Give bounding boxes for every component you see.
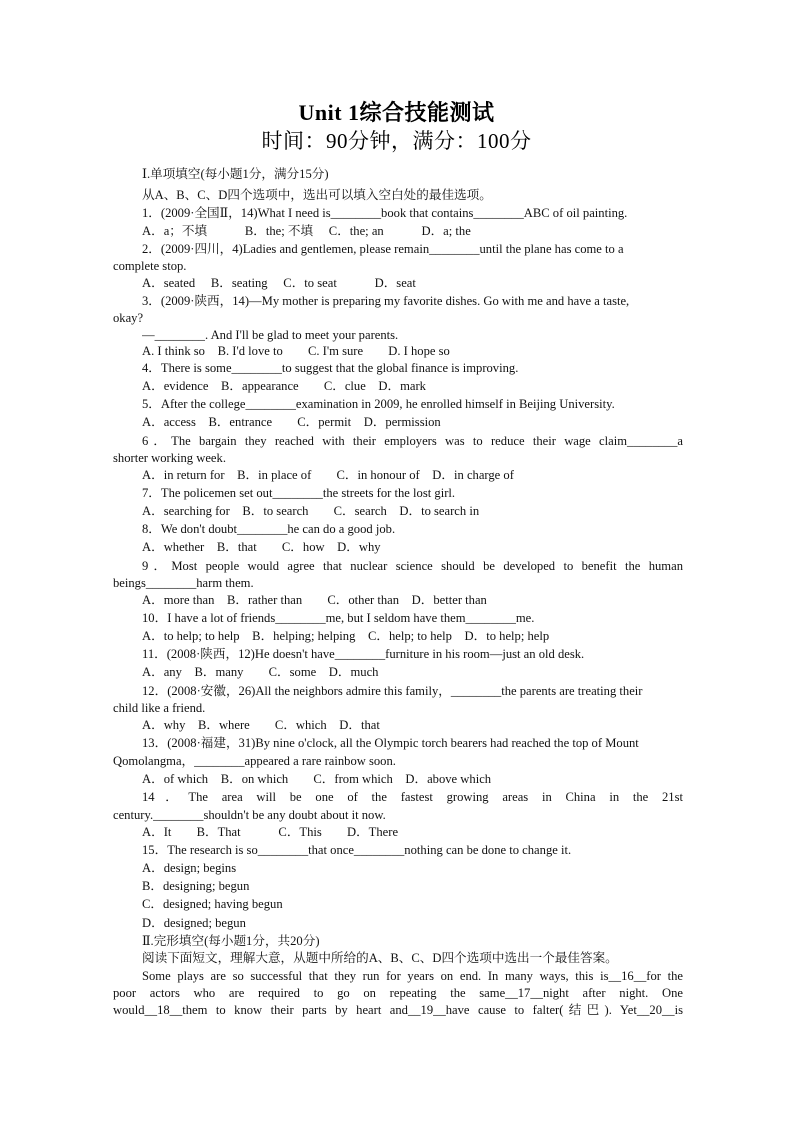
option-b: B．designing; begun [142,879,250,893]
question-line: 4．There is some________to suggest that the global finance is improving. [142,361,519,375]
question-line: 11．(2008·陕西，12)He doesn't have________furniture in his room—just an old desk. [142,647,585,661]
question-line: 14．The area will be one of the fastest growing areas in China in the 21st [142,790,683,804]
passage-line: Some plays are so successful that they run for years on end. In many ways, this is__16__for the [142,969,683,983]
option-d: D．designed; begun [142,916,246,930]
options-line: A．whether B．that C．how D．why [142,540,381,554]
options-line: A．in return for B．in place of C．in honour of D．in charge of [142,468,514,482]
options-line: A. I think so B. I'd love to C. I'm sure D. I hope so [142,344,450,358]
question-line: 15．The research is so________that once________nothing can be done to change it. [142,843,572,857]
section-heading: Ⅱ.完形填空(每小题1分，共20分) [142,934,320,948]
options-line: A．evidence B．appearance C．clue D．mark [142,379,426,393]
question-continuation: beings________harm them. [113,576,254,590]
question-line: 8．We don't doubt________he can do a good job. [142,522,396,536]
passage-line: would__18__them to know their parts by heart and__19__have cause to falter(结巴). Yet__20__is [113,1003,683,1017]
options-line: A．searching for B．to search C．search D．to search in [142,504,480,518]
question-continuation: complete stop. [113,259,187,273]
question-line: 6．The bargain they reached with their employers was to reduce their wage claim________a [142,434,683,448]
section-heading: Ⅰ.单项填空(每小题1分，满分15分) [142,167,329,181]
options-line: A．any B．many C．some D．much [142,665,379,679]
options-line: A．a；不填 B．the; 不填 C．the; an D．a; the [142,224,471,238]
document-title: Unit 1综合技能测试 [298,100,495,125]
option-a: A．design; begins [142,861,237,875]
question-continuation: century.________shouldn't be any doubt about it now. [113,808,386,822]
question-continuation: child like a friend. [113,701,206,715]
options-line: A．more than B．rather than C．other than D．better than [142,593,487,607]
instruction-text: 阅读下面短文，理解大意，从题中所给的A、B、C、D四个选项中选出一个最佳答案。 [142,951,618,965]
question-line: 12．(2008·安徽，26)All the neighbors admire this family，________the parents are treating their [142,684,643,698]
question-continuation: okay? [113,311,144,325]
question-line: 9．Most people would agree that nuclear science should be developed to benefit the human [142,559,683,573]
question-continuation: shorter working week. [113,451,226,465]
question-line: 5．After the college________examination in 2009, he enrolled himself in Beijing University. [142,397,615,411]
options-line: A．access B．entrance C．permit D．permission [142,415,441,429]
question-continuation: Qomolangma，________appeared a rare rainbow soon. [113,754,396,768]
question-line: 1．(2009·全国Ⅱ，14)What I need is________book that contains________ABC of oil painting. [142,206,628,220]
option-c: C．designed; having begun [142,897,283,911]
options-line: A．to help; to help B．helping; helping C．help; to help D．to help; help [142,629,550,643]
options-line: A．seated B．seating C．to seat D．seat [142,276,416,290]
passage-line: poor actors who are required to go on repeating the same__17__night after night. One [113,986,683,1000]
document-subtitle: 时间：90分钟，满分：100分 [261,129,532,153]
options-line: A．It B．That C．This D．There [142,825,399,839]
question-line: 3．(2009·陕西，14)—My mother is preparing my favorite dishes. Go with me and have a taste, [142,294,630,308]
question-line: 7．The policemen set out________the streets for the lost girl. [142,486,456,500]
instruction-text: 从A、B、C、D四个选项中，选出可以填入空白处的最佳选项。 [142,188,492,202]
options-line: A．of which B．on which C．from which D．above which [142,772,492,786]
question-line: —________. And I'll be glad to meet your parents. [142,328,399,342]
question-line: 2．(2009·四川，4)Ladies and gentlemen, please remain________until the plane has come to a [142,242,624,256]
options-line: A．why B．where C．which D．that [142,718,380,732]
question-line: 13．(2008·福建，31)By nine o'clock, all the Olympic torch bearers had reached the top of Mount [142,736,639,750]
question-line: 10．I have a lot of friends________me, but I seldom have them________me. [142,611,535,625]
